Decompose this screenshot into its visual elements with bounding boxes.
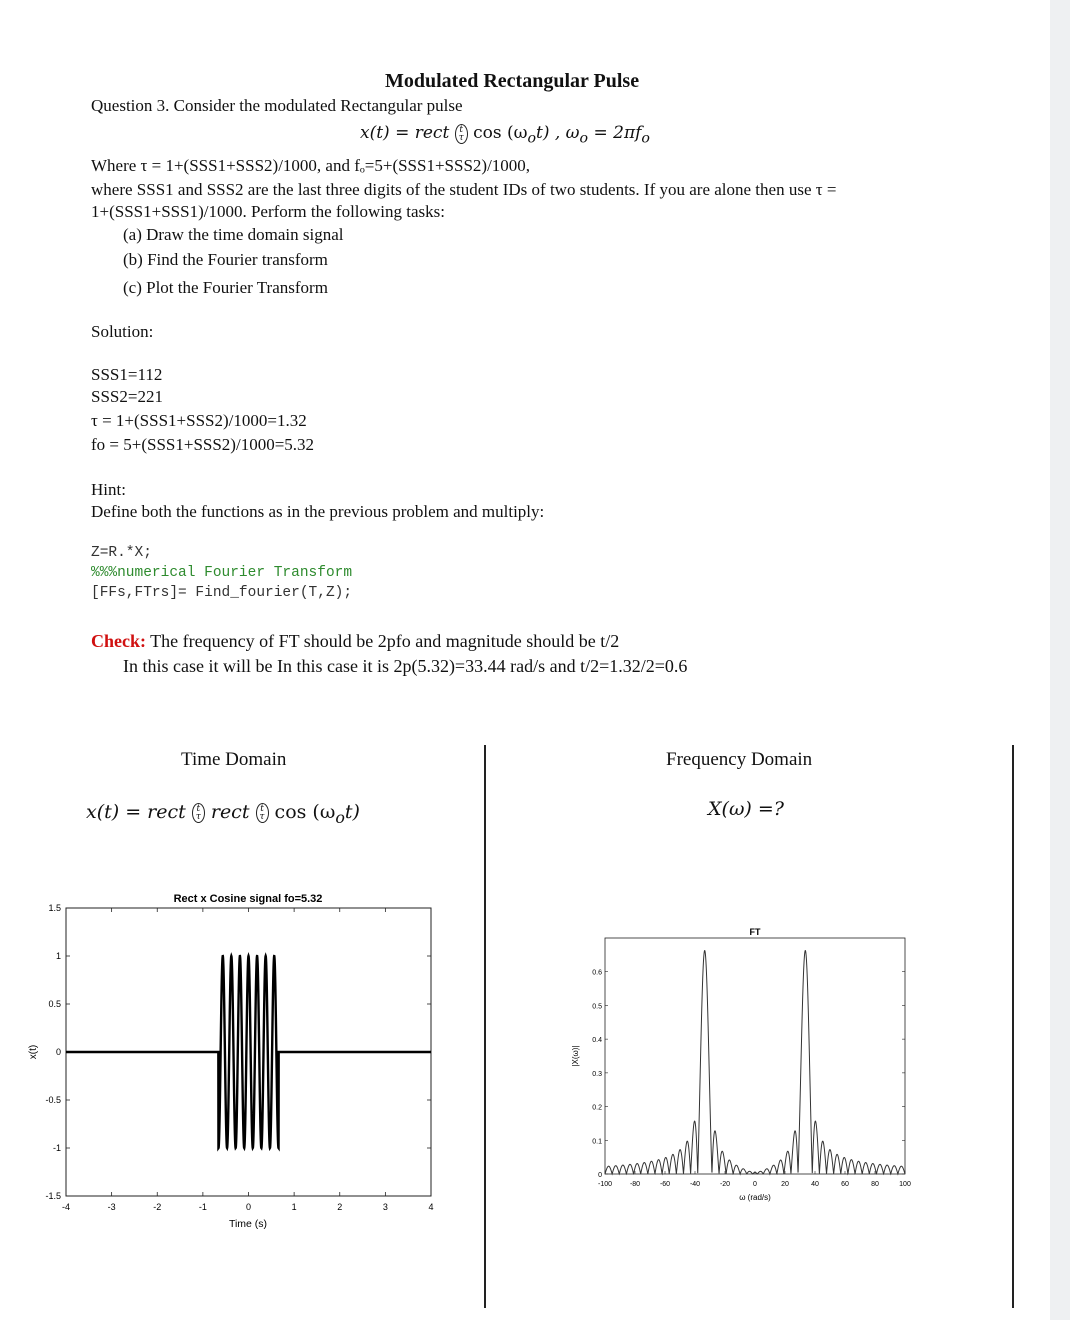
x-tick-label: -40 [689, 1181, 701, 1188]
time-domain-chart [0, 885, 480, 1235]
page-title: Modulated Rectangular Pulse [385, 70, 640, 92]
y-axis-label: |X(ω)| [571, 1045, 580, 1067]
question-equation: x(t) = rect t τ $\cos (\omega_ot)$ , $\omega_o = 2\pi f_o$ [360, 123, 650, 147]
frequency-domain-equation: X(ω) =? [708, 798, 784, 820]
hint-text: Define both the functions as in the previous problem and multiply: [91, 502, 545, 521]
y-tick-label: 0.5 [592, 1003, 602, 1011]
x-tick-label: 3 [382, 1202, 388, 1212]
x-tick-label: 1 [291, 1202, 297, 1212]
x-tick-label: 20 [781, 1181, 789, 1188]
y-tick-label: 0.4 [592, 1037, 602, 1045]
y-tick-label: 0.6 [592, 969, 602, 977]
spectrum-line [605, 951, 905, 1174]
check-line: Check: The frequency of FT should be 2pfo and magnitude should be t/2 [91, 631, 620, 651]
y-tick-label: 0.1 [592, 1138, 602, 1146]
x-tick-label: 60 [841, 1181, 849, 1188]
right-border [1012, 745, 1014, 1308]
fraction-t-over-tau: t τ [256, 803, 269, 823]
x-tick-label: 0 [753, 1181, 757, 1188]
question-intro: Question 3. Consider the modulated Rectangular pulse [91, 96, 463, 115]
code-comment: %%%numerical Fourier Transform [91, 565, 353, 581]
scrollbar-track[interactable] [1050, 0, 1070, 1320]
y-tick-label: -0.5 [45, 1095, 61, 1105]
solution-line: fo = 5+(SSS1+SSS2)/1000=5.32 [91, 435, 315, 454]
y-tick-label: 1 [55, 951, 61, 961]
y-tick-label: 0 [55, 1047, 61, 1057]
time-domain-equation: x(t) = rect t τ rect t τ $\cos (\omega_ot)$ [86, 801, 360, 827]
x-tick-label: 40 [811, 1181, 819, 1188]
column-divider [484, 745, 486, 1308]
x-axis-label: ω (rad/s) [739, 1193, 771, 1202]
y-tick-label: 0.3 [592, 1070, 602, 1078]
x-tick-label: -80 [629, 1181, 641, 1188]
signal-line [66, 956, 431, 1148]
x-tick-label: 0 [245, 1202, 252, 1212]
plot-frame [605, 938, 905, 1174]
x-tick-label: -1 [198, 1202, 207, 1212]
check-line-2: In this case it will be In this case it is 2p(5.32)=33.44 rad/s and t/2=1.32/2=0.6 [123, 656, 688, 676]
check-label: Check: [91, 631, 146, 651]
question-line-3: 1+(SSS1+SSS1)/1000. Perform the following tasks: [91, 202, 446, 221]
chart-title: FT [749, 927, 761, 937]
question-line-2: where SSS1 and SSS2 are the last three digits of the student IDs of two students. If you are alone then use τ = [91, 180, 837, 199]
y-tick-label: 0.2 [592, 1104, 602, 1112]
x-tick-label: 4 [428, 1202, 434, 1212]
chart-title: Rect x Cosine signal fo=5.32 [173, 893, 323, 905]
x-tick-label: 2 [337, 1202, 343, 1212]
y-tick-label: -1 [52, 1143, 61, 1153]
fraction-t-over-tau: t τ [455, 124, 468, 144]
x-tick-label: 100 [899, 1181, 911, 1188]
y-axis-label: x(t) [28, 1044, 39, 1060]
code-line: [FFs,FTrs]= Find_fourier(T,Z); [91, 585, 353, 601]
task-b: (b) Find the Fourier transform [123, 250, 328, 269]
task-a: (a) Draw the time domain signal [123, 225, 344, 244]
y-tick-label: 0.5 [48, 999, 61, 1009]
y-tick-label: 0 [598, 1172, 602, 1179]
y-tick-label: 1.5 [48, 903, 61, 913]
frequency-domain-chart [560, 920, 920, 1210]
solution-line: SSS1=112 [91, 365, 163, 384]
fraction-t-over-tau: t τ [192, 803, 205, 823]
code-line: Z=R.*X; [91, 545, 152, 561]
solution-line: τ = 1+(SSS1+SSS2)/1000=1.32 [91, 411, 307, 430]
x-tick-label: -3 [107, 1202, 116, 1212]
task-c: (c) Plot the Fourier Transform [123, 278, 328, 297]
x-axis-label: Time (s) [228, 1218, 268, 1230]
solution-heading: Solution: [91, 322, 154, 341]
frequency-domain-heading: Frequency Domain [666, 749, 813, 770]
question-line-1: Where τ = 1+(SSS1+SSS2)/1000, and fₒ=5+(SSS1+SSS2)/1000, [91, 156, 531, 175]
x-tick-label: -4 [61, 1202, 71, 1212]
x-tick-label: -2 [153, 1202, 162, 1212]
x-tick-label: -20 [719, 1181, 731, 1188]
time-domain-heading: Time Domain [181, 749, 287, 770]
solution-line: SSS2=221 [91, 387, 163, 406]
x-tick-label: 80 [871, 1181, 879, 1188]
hint-heading: Hint: [91, 480, 126, 499]
y-tick-label: -1.5 [45, 1191, 61, 1201]
x-tick-label: -100 [597, 1181, 613, 1188]
x-tick-label: -60 [659, 1181, 671, 1188]
